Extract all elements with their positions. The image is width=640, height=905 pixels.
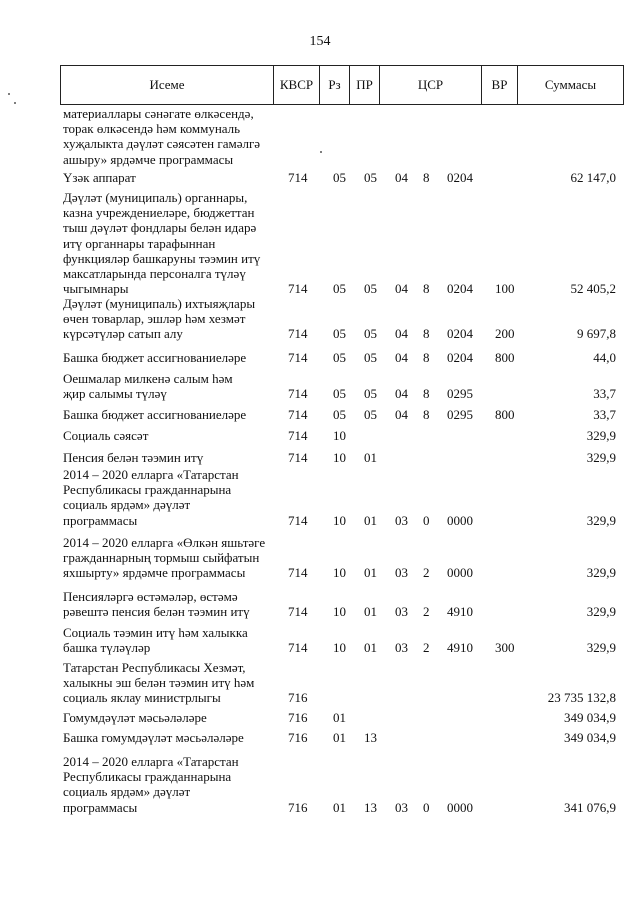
row-name: [63, 428, 275, 443]
cell-c1: 04: [395, 350, 408, 365]
row-name-line: 2014 – 2020 елларга «Татарстан: [63, 467, 239, 482]
cell-pr: 05: [364, 326, 377, 342]
cell-vr: 800: [495, 407, 515, 422]
cell-c1: 04: [395, 281, 408, 297]
row-name: [63, 350, 275, 365]
row-name-line: социаль ярдәм» дәүләт: [63, 784, 191, 800]
cell-pr: 01: [364, 604, 377, 620]
cell-pr: 05: [364, 281, 377, 297]
cell-kvsr: 714: [288, 604, 308, 620]
header-vr: ВР: [482, 66, 518, 105]
header-name: Исеме: [61, 66, 274, 105]
cell-c3: 0000: [447, 565, 473, 581]
cell-c2: 8: [423, 170, 430, 185]
cell-kvsr: 716: [288, 710, 308, 725]
cell-rz: 10: [333, 565, 346, 581]
cell-rz: 01: [333, 799, 346, 815]
row-name: [63, 660, 275, 706]
cell-pr: 01: [364, 450, 377, 465]
cell-c1: 03: [395, 565, 408, 581]
cell-kvsr: 714: [288, 512, 308, 528]
header-kvsr: КВСР: [274, 66, 320, 105]
cell-rz: 05: [333, 407, 346, 422]
row-name-line: яхшырту» ярдәмче программасы: [63, 565, 246, 581]
cell-c2: 2: [423, 565, 430, 581]
header-pr: ПР: [350, 66, 380, 105]
row-name-line: максатларында персоналга түләү: [63, 266, 246, 282]
row-name: [63, 535, 275, 581]
row-name-line: рәвештә пенсия белән тәэмин итү: [63, 604, 250, 620]
cell-c2: 2: [423, 604, 430, 620]
cell-sum: 341 076,9: [564, 799, 616, 815]
cell-kvsr: 714: [288, 350, 308, 365]
row-name-line: җир салымы түләү: [63, 386, 167, 402]
cell-pr: 01: [364, 512, 377, 528]
row-name-line: хуҗалыкта дәүләт сәясәтен гамәлгә: [63, 136, 261, 152]
cell-c2: 0: [423, 512, 430, 528]
cell-rz: 05: [333, 326, 346, 342]
row-name-line: Башка гомумдәүләт мәсьәләләре: [63, 730, 244, 745]
row-name-line: социаль ярдәм» дәүләт: [63, 497, 191, 513]
cell-rz: 01: [333, 730, 346, 745]
row-name: [63, 371, 275, 401]
cell-rz: 10: [333, 512, 346, 528]
row-name-line: Социаль тәэмин итү һәм халыкка: [63, 625, 248, 640]
cell-c2: 8: [423, 407, 430, 422]
row-name-line: Башка бюджет ассигнованиеләре: [63, 350, 247, 365]
row-name-line: функцияләр башкаруны тәэмин итү: [63, 250, 261, 266]
cell-rz: 10: [333, 604, 346, 620]
cell-c1: 03: [395, 604, 408, 620]
cell-pr: 01: [364, 640, 377, 656]
cell-c2: 8: [423, 326, 430, 342]
cell-kvsr: 714: [288, 386, 308, 402]
cell-c2: 8: [423, 386, 430, 402]
cell-kvsr: 714: [288, 407, 308, 422]
cell-sum: 44,0: [593, 350, 616, 365]
row-name: [63, 730, 275, 745]
cell-sum: 329,9: [586, 604, 616, 620]
cell-pr: 13: [364, 730, 377, 745]
header-sum: Суммасы: [518, 66, 624, 105]
row-name-line: 2014 – 2020 елларга «Татарстан: [63, 754, 239, 769]
cell-c2: 8: [423, 281, 430, 297]
row-name-line: казна учреждениеләре, бюджеттан: [63, 205, 255, 221]
cell-c3: 0204: [447, 170, 473, 185]
cell-kvsr: 714: [288, 565, 308, 581]
cell-vr: 300: [495, 640, 515, 656]
row-name-line: Татарстан Республикасы Хезмәт,: [63, 660, 246, 675]
row-name-line: Гомумдәүләт мәсьәләләре: [63, 710, 207, 725]
row-name-line: торак өлкәсендә һәм коммуналь: [63, 121, 241, 137]
cell-c1: 04: [395, 326, 408, 342]
cell-pr: 05: [364, 407, 377, 422]
cell-c2: 8: [423, 350, 430, 365]
cell-c3: 0000: [447, 799, 473, 815]
cell-kvsr: 714: [288, 450, 308, 465]
header-rz: Рз: [320, 66, 350, 105]
row-name-line: башка түләүләр: [63, 640, 151, 656]
cell-c1: 04: [395, 386, 408, 402]
row-name-line: ашыру» ярдәмче программасы: [63, 151, 234, 167]
page-number: 154: [309, 34, 331, 49]
cell-c3: 4910: [447, 604, 473, 620]
row-name-line: Башка бюджет ассигнованиеләре: [63, 407, 247, 422]
table-header: [60, 65, 624, 105]
row-name: [63, 589, 275, 619]
cell-pr: 05: [364, 170, 377, 185]
cell-c3: 0295: [447, 407, 473, 422]
row-name: [63, 407, 275, 422]
cell-kvsr: 714: [288, 170, 308, 185]
cell-sum: 349 034,9: [564, 730, 616, 745]
cell-rz: 10: [333, 450, 346, 465]
cell-pr: 05: [364, 350, 377, 365]
cell-rz: 01: [333, 710, 346, 725]
cell-c3: 0204: [447, 326, 473, 342]
cell-rz: 10: [333, 640, 346, 656]
cell-rz: 10: [333, 428, 346, 443]
cell-pr: 13: [364, 799, 377, 815]
cell-rz: 05: [333, 170, 346, 185]
scan-speck: [320, 151, 322, 153]
row-name: [63, 106, 275, 167]
cell-sum: 329,9: [586, 428, 616, 443]
row-name: [63, 296, 275, 342]
scan-speck: [8, 93, 10, 95]
cell-c3: 0000: [447, 512, 473, 528]
cell-kvsr: 714: [288, 326, 308, 342]
row-name-line: гражданнарның тормыш сыйфатын: [63, 550, 260, 566]
row-name-line: программасы: [63, 799, 138, 815]
cell-c2: 2: [423, 640, 430, 656]
cell-sum: 33,7: [593, 386, 616, 402]
row-name: [63, 190, 275, 296]
cell-sum: 329,9: [586, 450, 616, 465]
cell-kvsr: 716: [288, 730, 308, 745]
cell-c1: 03: [395, 640, 408, 656]
cell-rz: 05: [333, 281, 346, 297]
cell-sum: 33,7: [593, 407, 616, 422]
cell-c3: 4910: [447, 640, 473, 656]
row-name: [63, 450, 275, 465]
row-name-line: Республикасы гражданнарына: [63, 482, 232, 498]
cell-c2: 0: [423, 799, 430, 815]
row-name: [63, 467, 275, 528]
row-name-line: Оешмалар милкенә салым һәм: [63, 371, 233, 386]
cell-pr: 05: [364, 386, 377, 402]
scan-speck: [14, 102, 16, 104]
row-name-line: Үзәк аппарат: [63, 170, 136, 185]
row-name-line: Социаль сәясәт: [63, 428, 149, 443]
cell-sum: 329,9: [586, 640, 616, 656]
cell-c1: 04: [395, 170, 408, 185]
cell-pr: 01: [364, 565, 377, 581]
cell-c1: 04: [395, 407, 408, 422]
cell-c3: 0204: [447, 350, 473, 365]
header-csr: ЦСР: [380, 66, 482, 105]
row-name-line: итү органнары тарафыннан: [63, 235, 216, 251]
cell-sum: 329,9: [586, 512, 616, 528]
row-name: [63, 170, 275, 185]
row-name-line: Пенсияләргә өстәмәләр, өстәмә: [63, 589, 238, 604]
cell-sum: 62 147,0: [570, 170, 616, 185]
cell-sum: 9 697,8: [577, 326, 616, 342]
row-name-line: чыгымнары: [63, 281, 129, 297]
row-name-line: 2014 – 2020 елларга «Өлкән яшьтәге: [63, 535, 266, 550]
cell-sum: 329,9: [586, 565, 616, 581]
cell-kvsr: 714: [288, 640, 308, 656]
row-name: [63, 625, 275, 655]
cell-kvsr: 714: [288, 281, 308, 297]
row-name-line: Республикасы гражданнарына: [63, 769, 232, 785]
cell-rz: 05: [333, 386, 346, 402]
cell-vr: 200: [495, 326, 515, 342]
cell-vr: 100: [495, 281, 515, 297]
cell-vr: 800: [495, 350, 515, 365]
row-name-line: Пенсия белән тәэмин итү: [63, 450, 204, 465]
row-name-line: материаллары сәнәгате өлкәсендә,: [63, 106, 254, 121]
cell-sum: 23 735 132,8: [547, 690, 616, 706]
row-name-line: халыкны эш белән тәэмин итү һәм: [63, 675, 255, 691]
cell-rz: 05: [333, 350, 346, 365]
row-name-line: өчен товарлар, эшләр һәм хезмәт: [63, 311, 246, 327]
row-name: [63, 754, 275, 815]
row-name-line: социаль яклау министрлыгы: [63, 690, 221, 706]
cell-sum: 349 034,9: [564, 710, 616, 725]
cell-c1: 03: [395, 799, 408, 815]
cell-sum: 52 405,2: [570, 281, 616, 297]
row-name-line: Дәүләт (муниципаль) органнары,: [63, 190, 248, 205]
cell-c1: 03: [395, 512, 408, 528]
cell-c3: 0204: [447, 281, 473, 297]
row-name-line: Дәүләт (муниципаль) ихтыяҗлары: [63, 296, 256, 311]
row-name-line: программасы: [63, 512, 138, 528]
cell-c3: 0295: [447, 386, 473, 402]
cell-kvsr: 716: [288, 799, 308, 815]
cell-kvsr: 714: [288, 428, 308, 443]
row-name: [63, 710, 275, 725]
row-name-line: күрсәтүләр сатып алу: [63, 326, 183, 342]
cell-kvsr: 716: [288, 690, 308, 706]
row-name-line: тыш дәүләт фондлары белән идарә: [63, 220, 257, 236]
